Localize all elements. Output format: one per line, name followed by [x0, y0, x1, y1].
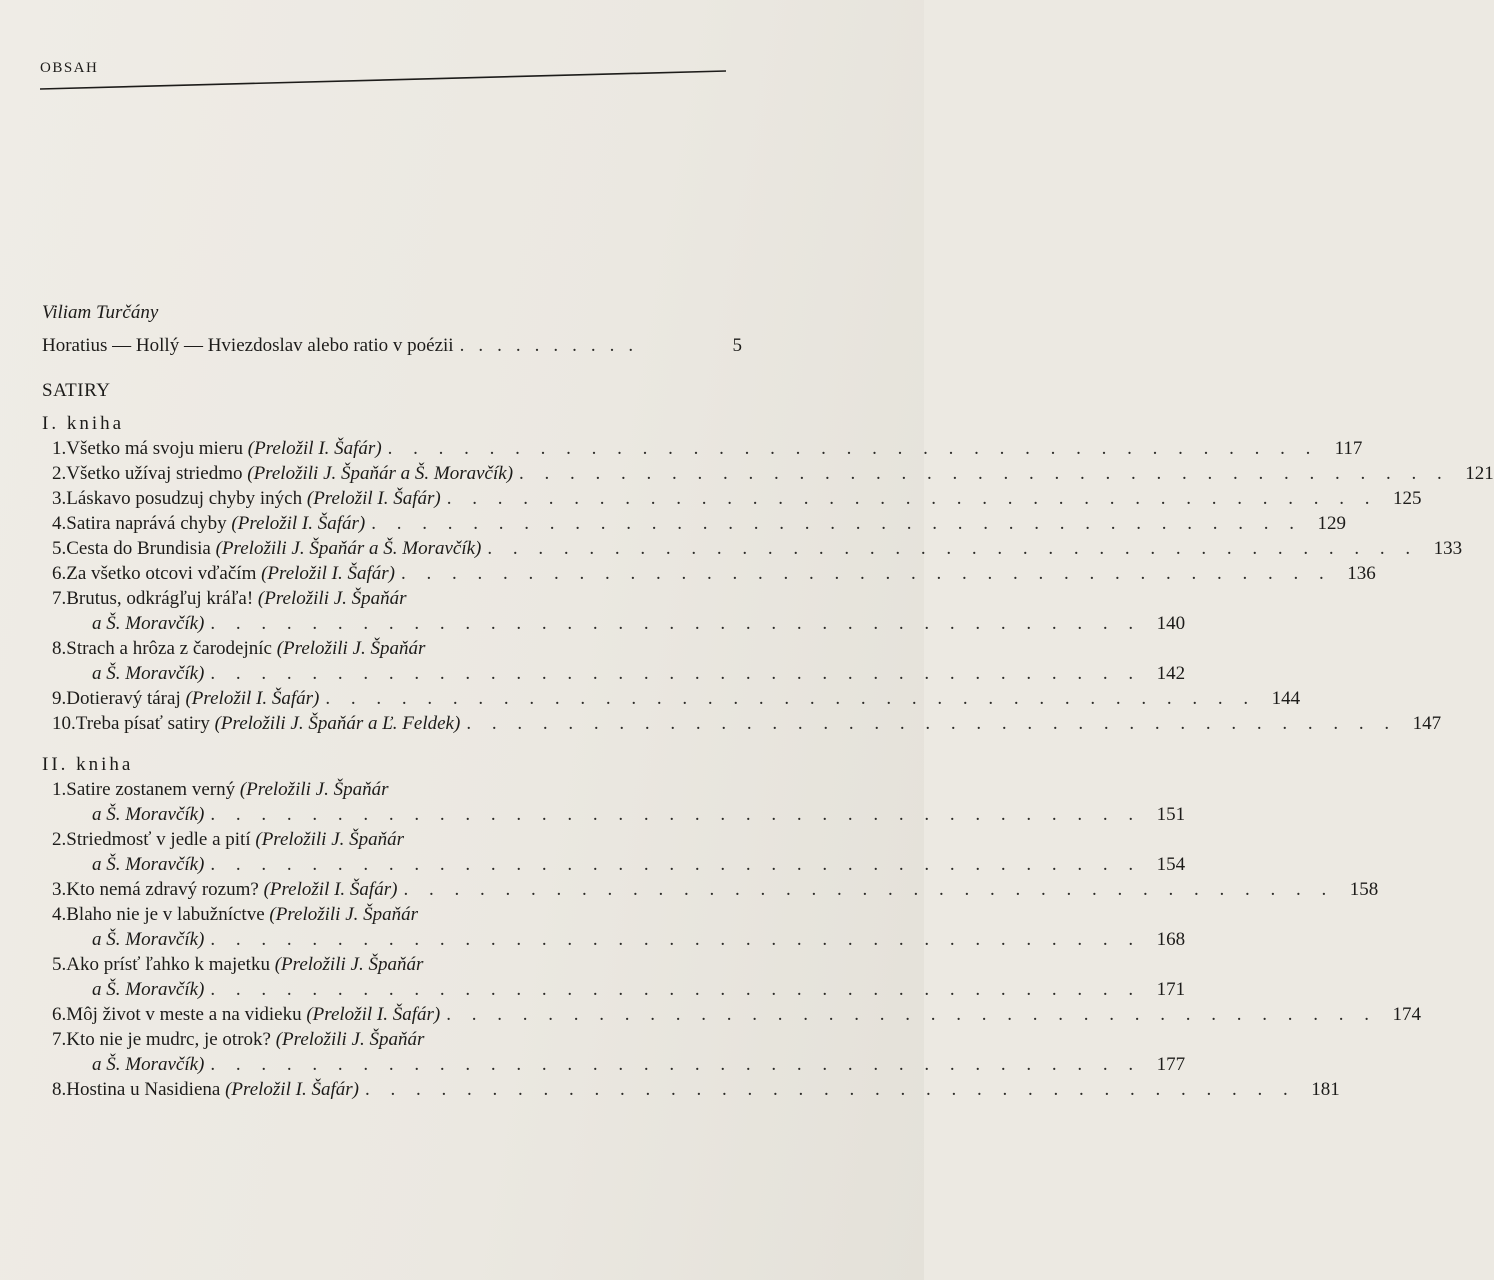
page-number: 168 — [1156, 929, 1186, 950]
toc-entry — [52, 686, 1301, 711]
entry-title: Za všetko otcovi vďačím — [66, 563, 262, 584]
entry-text — [52, 877, 397, 902]
leader-dots: . . . . . . . . . . . . . . . . . . . . . . . . . . . . . . . . . . . . . — [487, 538, 1419, 559]
entry-number: 4. — [52, 904, 67, 925]
entry-translator-cont: a Š. Moravčík) — [92, 663, 205, 684]
entry-translator: (Preložili J. Špaňár — [239, 779, 389, 800]
entry-text — [52, 827, 404, 852]
leader-dots: . . . . . . . . . . . . . . . . . . . . . . . . . . . . . . . . . . . . . — [446, 1004, 1377, 1025]
toc-entry — [52, 902, 742, 927]
entry-title: Treba písať satiry — [75, 713, 215, 734]
toc-entry-continuation — [52, 802, 1186, 827]
entry-title: Láskavo posudzuj chyby iných — [66, 488, 307, 509]
entry-title: Môj život v meste a na vidieku — [66, 1004, 307, 1025]
leader-dots: . . . . . . . . . . . . . . . . . . . . . . . . . . . . . . . . . . . . . — [210, 979, 1142, 1000]
toc-entry-continuation — [52, 852, 1186, 877]
entry-text — [52, 1027, 424, 1052]
entry-title: Blaho nie je v labužníctve — [66, 904, 270, 925]
entry-title: Všetko užívaj striedmo — [66, 463, 248, 484]
entry-translator-cont: a Š. Moravčík) — [92, 1054, 205, 1075]
page-number: 174 — [1392, 1004, 1421, 1025]
table-of-contents — [42, 300, 1494, 1102]
entry-title: Strach a hrôza z čarodejníc — [66, 638, 277, 659]
leader-dots: . . . . . . . . . . . . . . . . . . . . . . . . . . . . . . . . . . . . . — [519, 463, 1450, 484]
toc-entry-continuation — [52, 1052, 1186, 1077]
entry-text — [52, 686, 319, 711]
leader-dots: . . . . . . . . . . . . . . . . . . . . . . . . . . . . . . . . . . . . . — [210, 854, 1142, 875]
section-title: SATIRY — [42, 380, 111, 401]
leader-dots: . . . . . . . . . . . . . . . . . . . . . . . . . . . . . . . . . . . . . — [466, 713, 1398, 734]
leader-dots: . . . . . . . . . . . . . . . . . . . . . . . . . . . . . . . . . . . . . — [387, 438, 1319, 459]
entry-title: Satira naprává chyby — [66, 513, 232, 534]
entry-translator-cont: a Š. Moravčík) — [92, 804, 205, 825]
entry-translator: (Preložili J. Špaňár a Š. Moravčík) — [215, 538, 482, 559]
entry-text — [52, 952, 423, 977]
entry-number: 8. — [52, 1079, 67, 1100]
entry-translator: (Preložil I. Šafár) — [306, 1004, 441, 1025]
leader-dots: .......... — [459, 335, 648, 356]
books-list — [42, 411, 1494, 1102]
toc-entry — [52, 461, 1494, 486]
entry-translator-cont: a Š. Moravčík) — [92, 854, 205, 875]
entry-title: Brutus, odkrágľuj kráľa! — [66, 588, 258, 609]
toc-entry — [52, 1027, 742, 1052]
page-number: 181 — [1311, 1079, 1340, 1100]
toc-entry — [52, 486, 1422, 511]
entry-number: 1. — [52, 779, 67, 800]
entry-translator: (Preložil I. Šafár) — [306, 488, 441, 509]
entry-text — [52, 1077, 359, 1102]
page-number: 140 — [1156, 613, 1186, 634]
entry-title: Kto nie je mudrc, je otrok? — [66, 1029, 276, 1050]
entry-translator: (Preložili J. Špaňár a Š. Moravčík) — [247, 463, 514, 484]
page-number: 117 — [1334, 438, 1363, 459]
entry-number: 8. — [52, 638, 67, 659]
entry-number: 7. — [52, 1029, 67, 1050]
entry-title: Cesta do Brundisia — [66, 538, 216, 559]
entry-title: Hostina u Nasidiena — [66, 1079, 226, 1100]
toc-entry — [52, 511, 1347, 536]
entries-list — [42, 777, 1421, 1102]
leader-dots: . . . . . . . . . . . . . . . . . . . . . . . . . . . . . . . . . . . . . — [210, 929, 1142, 950]
page-number: 158 — [1349, 879, 1379, 900]
entry-title: Kto nemá zdravý rozum? — [66, 879, 264, 900]
entries-list — [42, 436, 1494, 736]
entry-text — [52, 777, 389, 802]
leader-dots: . . . . . . . . . . . . . . . . . . . . . . . . . . . . . . . . . . . . . — [210, 663, 1142, 684]
entry-text — [52, 711, 460, 736]
toc-entry — [52, 436, 1363, 461]
page-number: 151 — [1156, 804, 1186, 825]
leader-dots: . . . . . . . . . . . . . . . . . . . . . . . . . . . . . . . . . . . . . — [210, 1054, 1142, 1075]
entry-number: 3. — [52, 879, 67, 900]
page-number: 144 — [1271, 688, 1301, 709]
book-title: II. kniha — [42, 754, 134, 775]
entry-translator: (Preložil I. Šafár) — [225, 1079, 359, 1100]
entry-text — [52, 636, 425, 661]
page-number: 171 — [1156, 979, 1186, 1000]
toc-entry — [52, 711, 1442, 736]
entry-translator: (Preložil I. Šafár) — [261, 563, 395, 584]
entry-translator: (Preložil I. Šafár) — [247, 438, 382, 459]
entry-text — [52, 536, 481, 561]
entry-translator: (Preložil I. Šafár) — [231, 513, 366, 534]
entry-number: 10. — [52, 713, 76, 734]
entry-translator-cont: a Š. Moravčík) — [92, 929, 205, 950]
toc-entry — [52, 877, 1379, 902]
entry-number: 6. — [52, 563, 67, 584]
header-rule — [40, 70, 726, 92]
toc-entry — [52, 536, 1463, 561]
page-number: 136 — [1347, 563, 1376, 584]
toc-entry — [52, 586, 742, 611]
entry-text — [52, 486, 441, 511]
toc-entry — [52, 952, 742, 977]
running-header: OBSAH — [40, 60, 99, 76]
toc-entry — [52, 561, 1376, 586]
entry-translator: (Preložili J. Špaňár — [275, 1029, 425, 1050]
entry-text — [52, 436, 382, 461]
entry-translator: (Preložili J. Špaňár — [269, 904, 419, 925]
entry-text — [52, 461, 513, 486]
entry-number: 1. — [52, 438, 67, 459]
toc-entry — [52, 636, 742, 661]
page-number: 142 — [1156, 663, 1186, 684]
entry-text — [52, 561, 395, 586]
page-number: 121 — [1465, 463, 1494, 484]
toc-entry — [52, 1002, 1421, 1027]
entry-number: 4. — [52, 513, 67, 534]
leader-dots: . . . . . . . . . . . . . . . . . . . . . . . . . . . . . . . . . . . . . — [446, 488, 1378, 509]
entry-text — [52, 1002, 440, 1027]
page-number: 125 — [1393, 488, 1422, 509]
entry-translator: (Preložili J. Špaňár a Ľ. Feldek) — [214, 713, 461, 734]
entry-number: 3. — [52, 488, 67, 509]
entry-translator: (Preložili J. Špaňár — [274, 954, 424, 975]
entry-title: Dotieravý táraj — [66, 688, 186, 709]
entry-translator: (Preložili J. Špaňár — [257, 588, 407, 609]
leader-dots: . . . . . . . . . . . . . . . . . . . . . . . . . . . . . . . . . . . . . — [400, 563, 1332, 584]
entry-text — [52, 511, 365, 536]
essay-entry — [42, 333, 742, 358]
page-number: 133 — [1433, 538, 1463, 559]
entry-text — [52, 586, 407, 611]
toc-entry-continuation — [52, 611, 1186, 636]
toc-entry-continuation — [52, 927, 1186, 952]
entry-title: Všetko má svoju mieru — [66, 438, 248, 459]
page-number: 5 — [732, 335, 742, 356]
entry-translator-cont: a Š. Moravčík) — [92, 979, 205, 1000]
leader-dots: . . . . . . . . . . . . . . . . . . . . . . . . . . . . . . . . . . . . . — [210, 613, 1142, 634]
toc-entry-continuation — [52, 977, 1186, 1002]
entry-title: Striedmosť v jedle a pití — [66, 829, 256, 850]
book-title: I. kniha — [42, 413, 125, 434]
entry-translator: (Preložili J. Špaňár — [255, 829, 405, 850]
entry-text — [52, 902, 418, 927]
page-number: 154 — [1156, 854, 1186, 875]
toc-entry — [52, 777, 742, 802]
toc-entry — [52, 827, 742, 852]
leader-dots: . . . . . . . . . . . . . . . . . . . . . . . . . . . . . . . . . . . . . — [403, 879, 1335, 900]
page-number: 177 — [1156, 1054, 1186, 1075]
entry-number: 2. — [52, 463, 67, 484]
entry-title: Satire zostanem verný — [66, 779, 240, 800]
author-name: Viliam Turčány — [42, 302, 159, 323]
page-number: 147 — [1412, 713, 1442, 734]
entry-number: 6. — [52, 1004, 67, 1025]
leader-dots: . . . . . . . . . . . . . . . . . . . . . . . . . . . . . . . . . . . . . — [325, 688, 1257, 709]
leader-dots: . . . . . . . . . . . . . . . . . . . . . . . . . . . . . . . . . . . . . — [364, 1079, 1296, 1100]
page-number: 129 — [1317, 513, 1347, 534]
entry-number: 2. — [52, 829, 67, 850]
toc-entry-continuation — [52, 661, 1186, 686]
toc-entry — [52, 1077, 1340, 1102]
entry-title: Ako prísť ľahko k majetku — [66, 954, 275, 975]
leader-dots: . . . . . . . . . . . . . . . . . . . . . . . . . . . . . . . . . . . . . — [371, 513, 1303, 534]
essay-title: Horatius — Hollý — Hviezdoslav alebo ratio v poézii — [42, 335, 454, 356]
entry-number: 5. — [52, 538, 67, 559]
entry-translator: (Preložili J. Špaňár — [276, 638, 426, 659]
entry-translator: (Preložil I. Šafár) — [263, 879, 398, 900]
entry-translator-cont: a Š. Moravčík) — [92, 613, 205, 634]
entry-number: 9. — [52, 688, 67, 709]
entry-number: 5. — [52, 954, 67, 975]
entry-number: 7. — [52, 588, 67, 609]
leader-dots: . . . . . . . . . . . . . . . . . . . . . . . . . . . . . . . . . . . . . — [210, 804, 1142, 825]
entry-translator: (Preložil I. Šafár) — [185, 688, 320, 709]
